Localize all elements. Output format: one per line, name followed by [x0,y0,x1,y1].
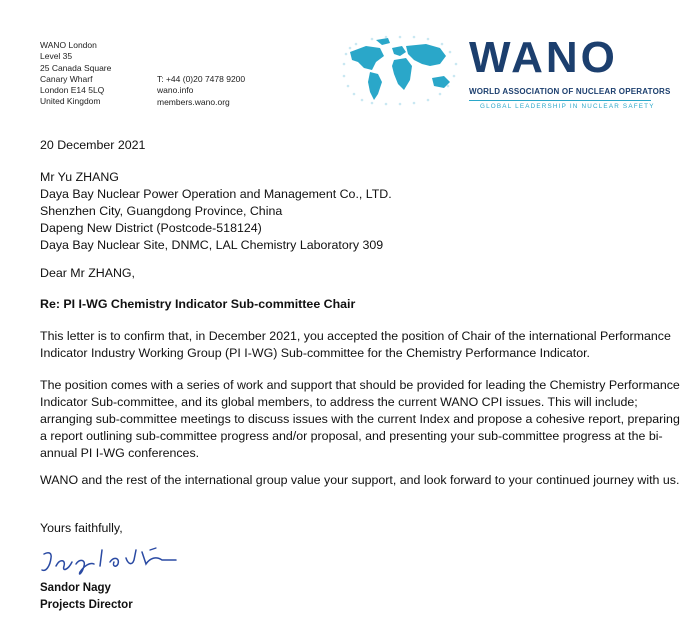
address-line: 25 Canada Square [40,62,112,73]
wano-logo [336,33,671,114]
signatory-name: Sandor Nagy [40,582,111,594]
recipient-line: Shenzhen City, Guangdong Province, China [40,204,283,218]
body-paragraph: WANO and the rest of the international group value your support, and look forward to your continued journey with us. [40,473,680,487]
recipient-line: Daya Bay Nuclear Site, DNMC, LAL Chemistry Laboratory 309 [40,238,384,252]
salutation: Dear Mr ZHANG, [40,266,135,280]
logo-tagline: GLOBAL LEADERSHIP IN NUCLEAR SAFETY [480,103,655,110]
logo-wordmark: WANO [469,33,618,82]
recipient-address [40,169,392,254]
members-site-link[interactable]: members.wano.org [157,96,230,107]
website-link[interactable]: wano.info [157,85,194,96]
recipient-line: Daya Bay Nuclear Power Operation and Management Co., LTD. [40,187,392,201]
subject-line: Re: PI I-WG Chemistry Indicator Sub-committee Chair [40,297,356,311]
recipient-line: Mr Yu ZHANG [40,170,119,184]
address-line: WANO London [40,40,97,50]
phone-number: T: +44 (0)20 7478 9200 [157,74,246,84]
sender-address [40,40,111,108]
sender-contact [157,74,245,108]
body-paragraph: This letter is to confirm that, in December 2021, you accepted the position of Chair of the international Performance Indicator Industry Working Group (PI I-WG) Sub-committee for the Chemistry Performance Indicator. [40,329,671,360]
address-line: Canary Wharf [40,73,93,84]
address-line: Level 35 [40,51,73,62]
address-line: United Kingdom [40,96,101,107]
closing: Yours faithfully, [40,521,123,535]
body-paragraph: The position comes with a series of work and support that should be provided for leading the Chemistry Performance Indicator Sub-committee, and its global members, to address the current WANO CPI issues. This will include; arranging sub-committee meetings to discuss issues with the current Index and propose a cohesive report, preparing a report outlining sub-committee progress and/or proposal, and presenting your sub-committee progress at the bi-annual PI I-WG conferences. [40,378,680,460]
signatory-title: Projects Director [40,599,133,611]
world-globe-icon [336,34,466,110]
recipient-line: Dapeng New District (Postcode-518124) [40,221,262,235]
address-line: London E14 5LQ [40,85,105,96]
letter-date: 20 December 2021 [40,138,146,152]
logo-divider [469,100,651,101]
logo-full-name: WORLD ASSOCIATION OF NUCLEAR OPERATORS [469,87,671,96]
handwritten-signature [38,544,198,580]
